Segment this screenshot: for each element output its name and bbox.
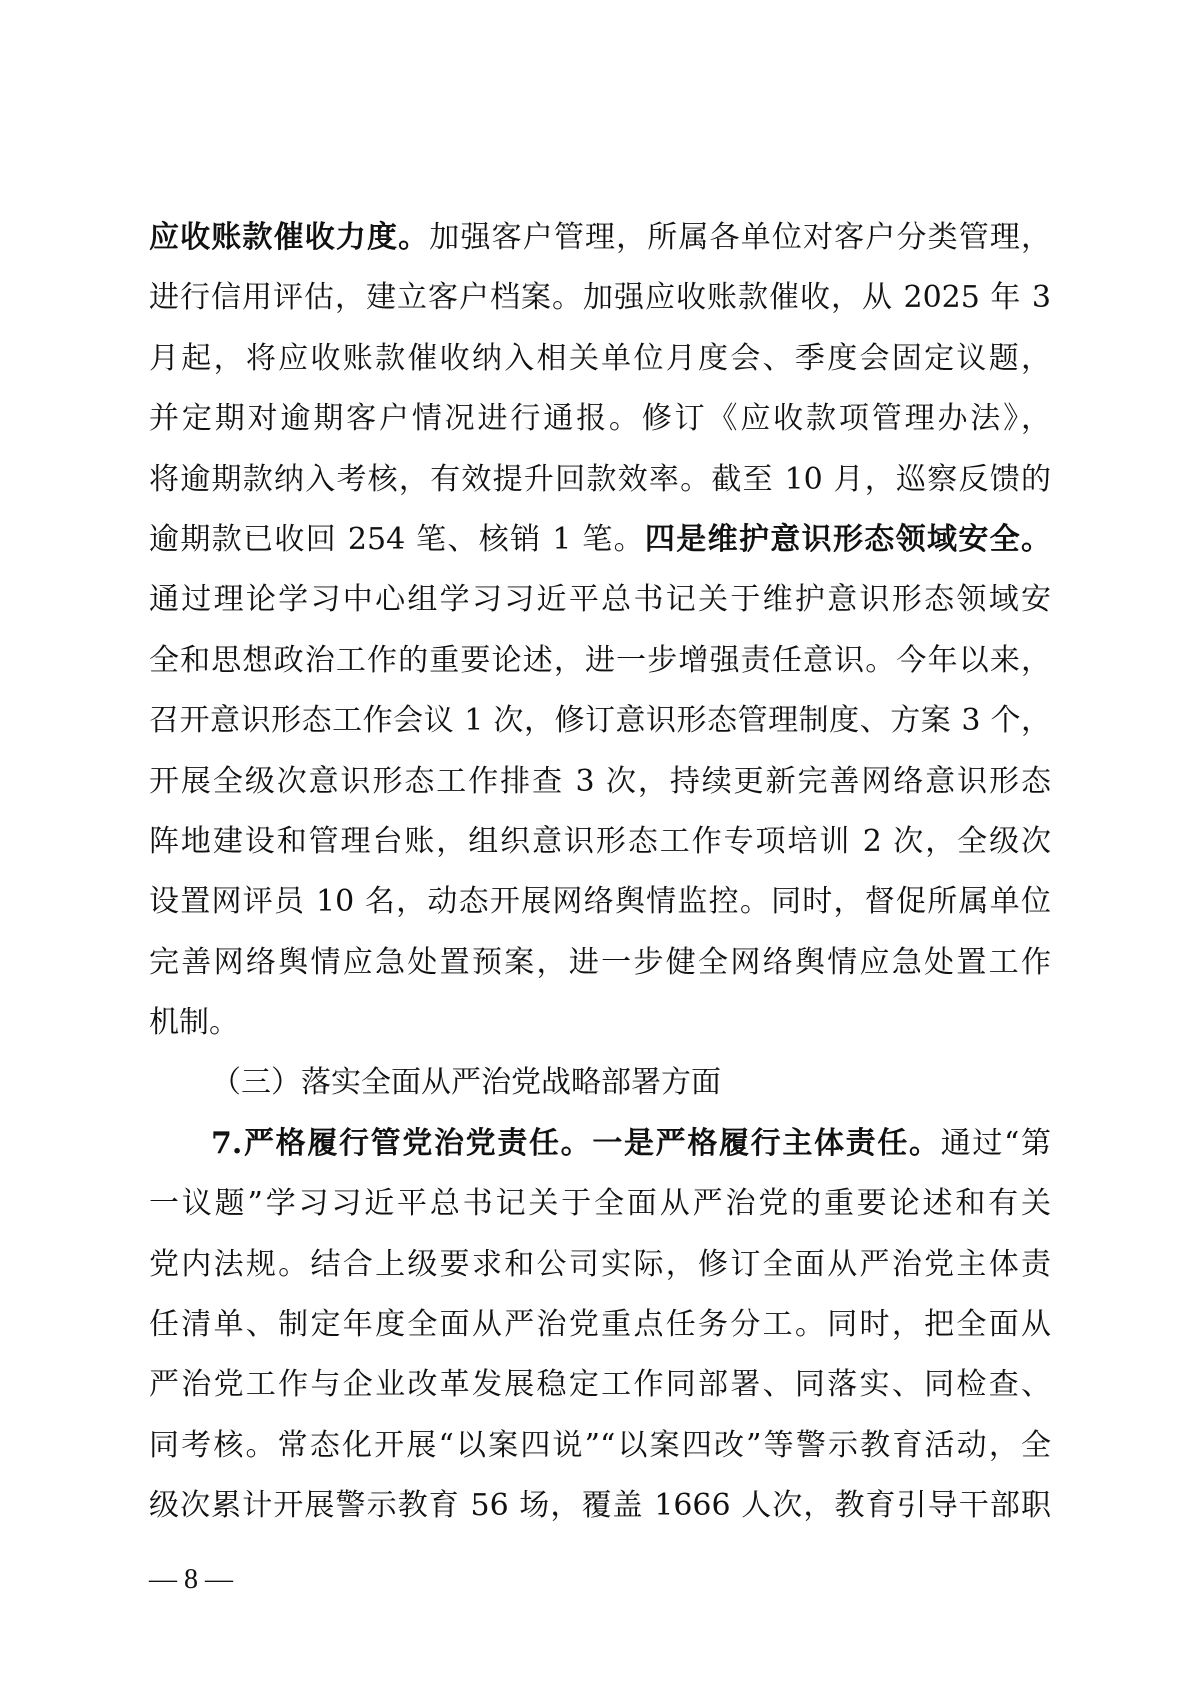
text-run: 阵地建设和管理台账，组织意识形态工作专项培训 2 次，全级次 <box>149 823 1051 859</box>
text-run: 全和思想政治工作的重要论述，进一步增强责任意识。今年以来， <box>149 642 1051 678</box>
text-line <box>149 580 1051 640</box>
text-run: 通过“第 <box>940 1125 1051 1161</box>
text-line <box>149 1003 1051 1063</box>
text-line <box>149 1184 1051 1244</box>
text-line <box>149 822 1051 882</box>
text-run: 任清单、制定年度全面从严治党重点任务分工。同时，把全面从 <box>149 1307 1051 1343</box>
text-run: 同考核。常态化开展“以案四说”“以案四改”等警示教育活动，全 <box>149 1427 1051 1463</box>
text-line <box>149 218 1051 278</box>
text-run: 开展全级次意识形态工作排查 3 次，持续更新完善网络意识形态 <box>149 763 1051 799</box>
text-line <box>149 1245 1051 1305</box>
text-run: 召开意识形态工作会议 1 次，修订意识形态管理制度、方案 3 个， <box>149 703 1051 739</box>
text-line <box>149 701 1051 761</box>
text-line <box>149 278 1051 338</box>
text-line <box>149 399 1051 459</box>
text-run: 机制。 <box>149 1005 239 1041</box>
text-run: 一议题”学习习近平总书记关于全面从严治党的重要论述和有关 <box>149 1186 1051 1222</box>
text-line <box>149 641 1051 701</box>
text-line <box>149 520 1051 580</box>
body-text <box>149 218 1051 1547</box>
text-run: 月起，将应收账款催收纳入相关单位月度会、季度会固定议题， <box>149 340 1051 376</box>
bold-lead: 四是维护意识形态领域安全。 <box>644 521 1051 557</box>
text-line <box>149 1486 1051 1546</box>
text-line <box>149 460 1051 520</box>
text-run: 严治党工作与企业改革发展稳定工作同部署、同落实、同检查、 <box>149 1367 1051 1403</box>
text-run: 党内法规。结合上级要求和公司实际，修订全面从严治党主体责 <box>149 1246 1051 1282</box>
text-run: 并定期对逾期客户情况进行通报。修订《应收款项管理办法》， <box>149 401 1051 437</box>
text-line <box>149 1305 1051 1365</box>
text-line <box>149 882 1051 942</box>
text-run: 设置网评员 10 名，动态开展网络舆情监控。同时，督促所属单位 <box>149 884 1051 920</box>
text-run: 级次累计开展警示教育 56 场，覆盖 1666 人次，教育引导干部职 <box>149 1488 1051 1524</box>
text-line <box>149 1124 1051 1184</box>
text-run: 通过理论学习中心组学习习近平总书记关于维护意识形态领域安 <box>149 582 1051 618</box>
text-line <box>149 339 1051 399</box>
bold-lead: 7.严格履行管党治党责任。一是严格履行主体责任。 <box>211 1125 941 1161</box>
page-number: — 8 — <box>149 1564 233 1595</box>
text-line <box>149 943 1051 1003</box>
text-line <box>149 1365 1051 1425</box>
text-run: 逾期款已收回 254 笔、核销 1 笔。 <box>149 521 645 557</box>
text-run: 完善网络舆情应急处置预案，进一步健全网络舆情应急处置工作 <box>149 944 1051 980</box>
text-run: 进行信用评估，建立客户档案。加强应收账款催收，从 2025 年 3 <box>149 280 1051 316</box>
bold-lead: 应收账款催收力度。 <box>149 220 430 255</box>
text-line <box>149 1426 1051 1486</box>
text-line <box>149 762 1051 822</box>
text-run: 将逾期款纳入考核，有效提升回款效率。截至 10 月，巡察反馈的 <box>149 461 1051 497</box>
text-run: 加强客户管理，所属各单位对客户分类管理， <box>429 220 1052 255</box>
section-heading: （三）落实全面从严治党战略部署方面 <box>211 1065 721 1101</box>
